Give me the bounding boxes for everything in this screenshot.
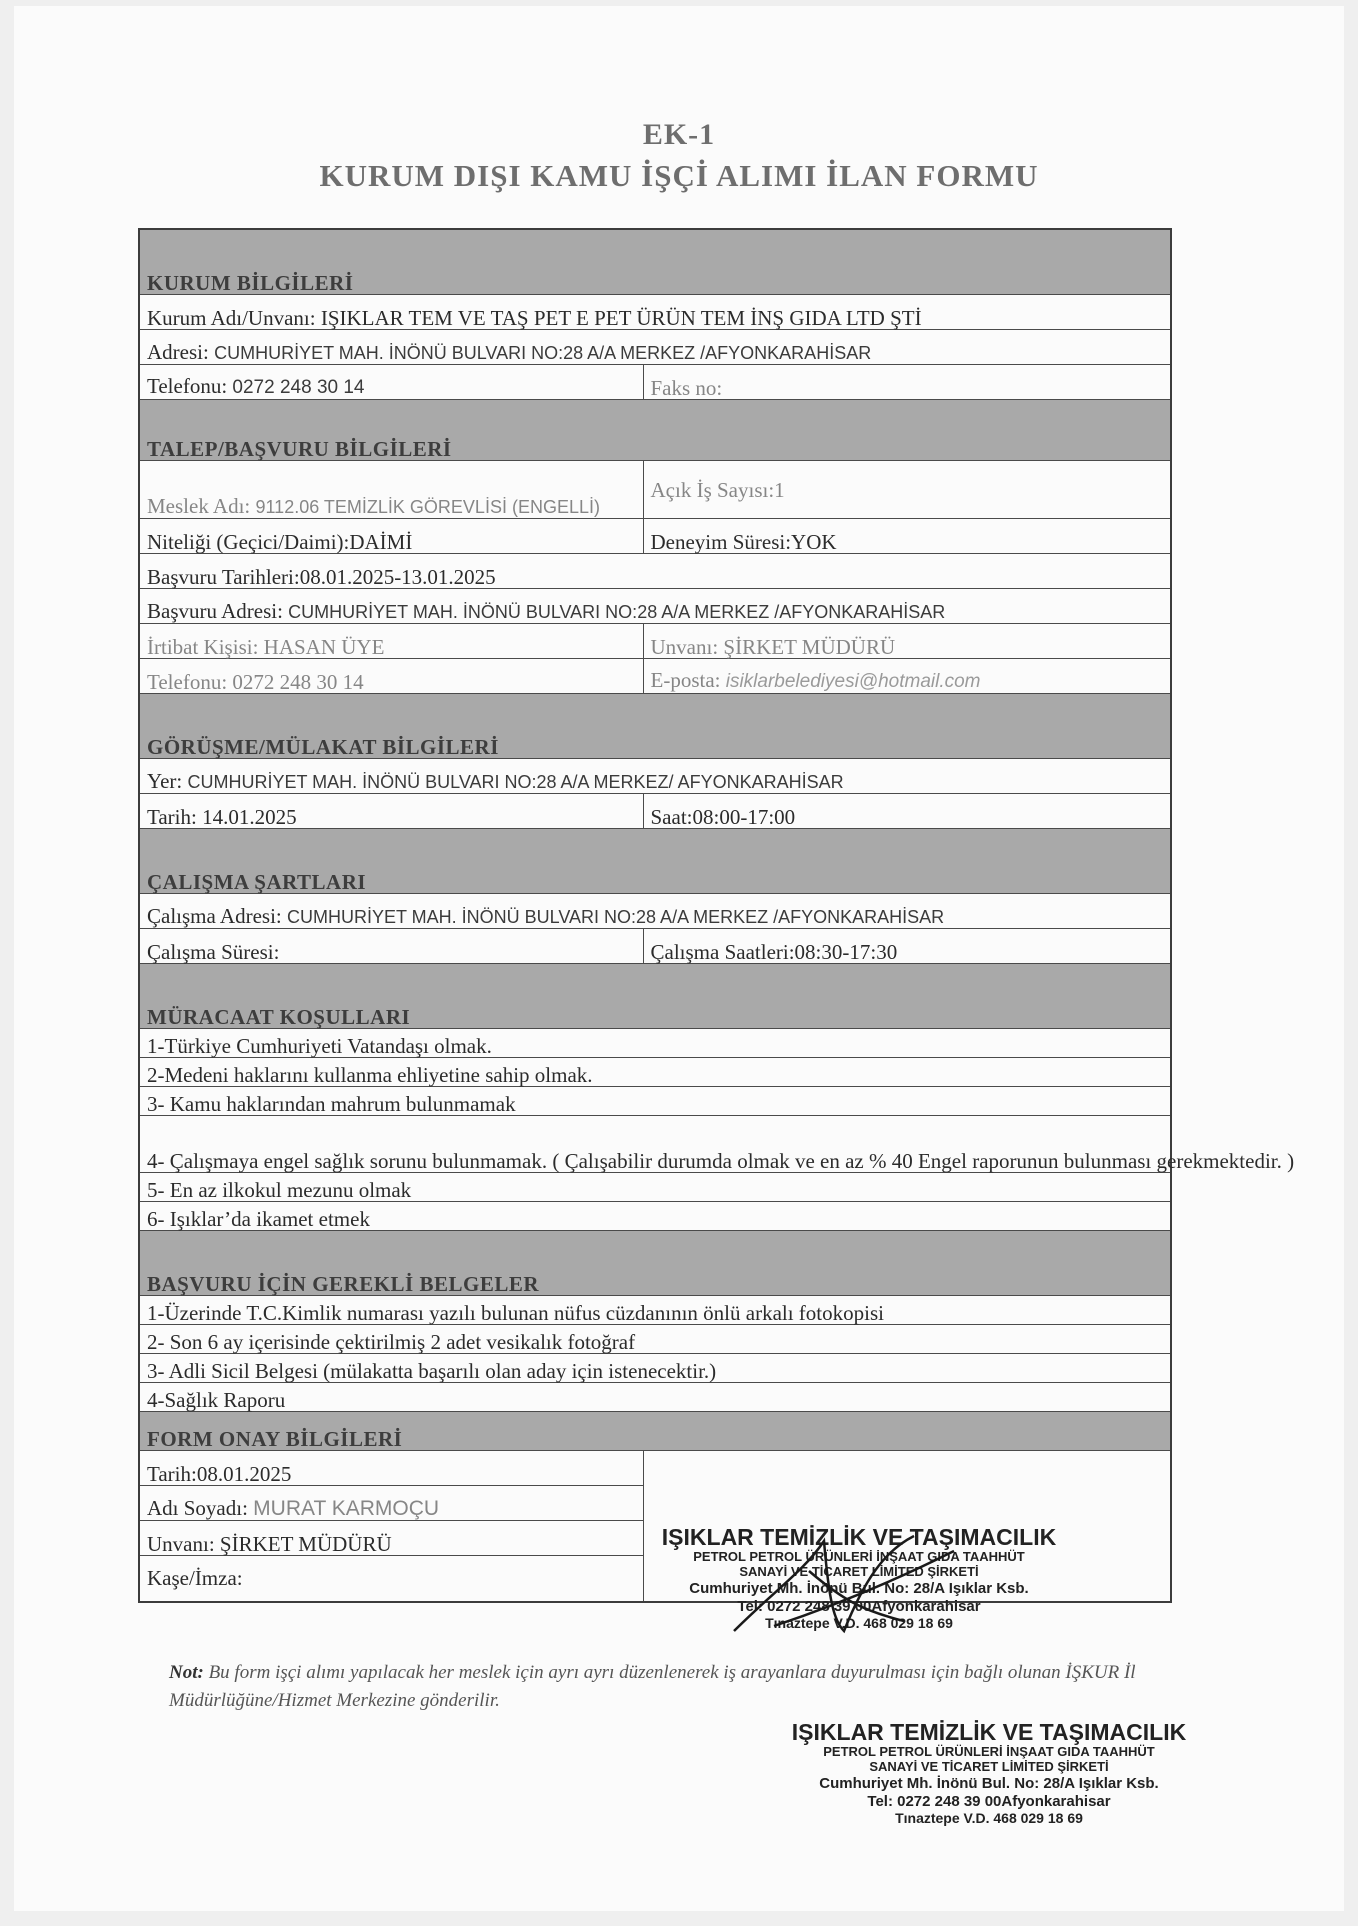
list-item: 4- Çalışmaya engel sağlık sorunu bulunmamak. ( Çalışabilir durumda olmak ve en az % 40 Engel raporunun bulunması gerekmektedir. ) [139, 1116, 1171, 1173]
section-gorusme: GÖRÜŞME/MÜLAKAT BİLGİLERİ [139, 694, 1171, 759]
gorusme-tarihi: Tarih: 14.01.2025 [139, 794, 643, 829]
gorusme-saati: Saat:08:00-17:00 [643, 794, 1171, 829]
calisma-saatleri: Çalışma Saatleri:08:30-17:30 [643, 929, 1171, 964]
kurum-adresi: Adresi: CUMHURİYET MAH. İNÖNÜ BULVARI NO:28 A/A MERKEZ /AFYONKARAHİSAR [139, 330, 1171, 365]
deneyim-suresi: Deneyim Süresi:YOK [643, 519, 1171, 554]
list-item: 2- Son 6 ay içerisinde çektirilmiş 2 adet vesikalık fotoğraf [139, 1325, 1171, 1354]
section-onay: FORM ONAY BİLGİLERİ [139, 1412, 1171, 1451]
irtibat-telefon: Telefonu: 0272 248 30 14 [139, 659, 643, 694]
list-item: 1-Türkiye Cumhuriyeti Vatandaşı olmak. [139, 1029, 1171, 1058]
list-item: 3- Kamu haklarından mahrum bulunmamak [139, 1087, 1171, 1116]
company-stamp: IŞIKLAR TEMİZLİK VE TAŞIMACILIK PETROL PETROL ÜRÜNLERİ İNŞAAT GIDA TAAHHÜT SANAYİ VE TİCARET LİMİTED ŞİRKETİ Cumhuriyet Mh. İnönü Bul. No: 28/A Işıklar Ksb. Tel: 0272 248 39 00Afyonkarahisar Tınaztepe V.D. 468 029 18 69 [661, 1524, 1057, 1631]
basvuru-adresi: Başvuru Adresi: CUMHURİYET MAH. İNÖNÜ BULVARI NO:28 A/A MERKEZ /AFYONKARAHİSAR [139, 589, 1171, 624]
list-item: 1-Üzerinde T.C.Kimlik numarası yazılı bulunan nüfus cüzdanının önlü arkalı fotokopisi [139, 1296, 1171, 1325]
irtibat-unvani: Unvanı: ŞİRKET MÜDÜRÜ [643, 624, 1171, 659]
acik-is-sayisi: Açık İş Sayısı:1 [643, 461, 1171, 519]
signature [714, 1511, 974, 1661]
form-title: KURUM DIŞI KAMU İŞÇİ ALIMI İLAN FORMU [319, 158, 1039, 193]
meslek-adi: Meslek Adı: 9112.06 TEMİZLİK GÖREVLİSİ (ENGELLİ) [139, 461, 643, 519]
onay-tarihi: Tarih:08.01.2025 [139, 1451, 643, 1486]
onay-adi-soyadi: Adı Soyadı: MURAT KARMOÇU [139, 1486, 643, 1521]
section-kurum: KURUM BİLGİLERİ [139, 229, 1171, 295]
form-code: EK-1 [642, 118, 716, 151]
list-item: 4-Sağlık Raporu [139, 1383, 1171, 1412]
irtibat-eposta: E-posta: isiklarbelediyesi@hotmail.com [643, 659, 1171, 694]
section-belgeler: BAŞVURU İÇİN GEREKLİ BELGELER [139, 1231, 1171, 1296]
document-page [14, 6, 1344, 1911]
section-muracaat: MÜRACAAT KOŞULLARI [139, 964, 1171, 1029]
announcement-form-table [138, 228, 1295, 1603]
gorusme-yeri: Yer: CUMHURİYET MAH. İNÖNÜ BULVARI NO:28 A/A MERKEZ/ AFYONKARAHİSAR [139, 759, 1171, 794]
list-item: 2-Medeni haklarını kullanma ehliyetine sahip olmak. [139, 1058, 1171, 1087]
calisma-adresi: Çalışma Adresi: CUMHURİYET MAH. İNÖNÜ BULVARI NO:28 A/A MERKEZ /AFYONKARAHİSAR [139, 894, 1171, 929]
kurum-adi: Kurum Adı/Unvanı: IŞIKLAR TEM VE TAŞ PET E PET ÜRÜN TEM İNŞ GIDA LTD ŞTİ [139, 295, 1171, 330]
footnote: Not: Bu form işçi alımı yapılacak her meslek için ayrı ayrı düzenlenerek iş arayanlara duyurulması için bağlı olunan İŞKUR İl Müdürlüğüne/Hizmet Merkezine gönderilir. [169, 1662, 1136, 1711]
irtibat-kisisi: İrtibat Kişisi: HASAN ÜYE [139, 624, 643, 659]
kase-imza: Kaşe/İmza: [139, 1556, 643, 1602]
section-talep: TALEP/BAŞVURU BİLGİLERİ [139, 400, 1171, 461]
basvuru-tarihleri: Başvuru Tarihleri:08.01.2025-13.01.2025 [139, 554, 1171, 589]
section-calisma: ÇALIŞMA ŞARTLARI [139, 829, 1171, 894]
list-item: 5- En az ilkokul mezunu olmak [139, 1173, 1171, 1202]
calisma-suresi: Çalışma Süresi: [139, 929, 643, 964]
list-item: 3- Adli Sicil Belgesi (mülakatta başarılı olan aday için istenecektir.) [139, 1354, 1171, 1383]
niteligi: Niteliği (Geçici/Daimi):DAİMİ [139, 519, 643, 554]
onay-unvani: Unvanı: ŞİRKET MÜDÜRÜ [139, 1521, 643, 1556]
kurum-telefon: Telefonu: 0272 248 30 14 [139, 365, 643, 400]
company-stamp-second: IŞIKLAR TEMİZLİK VE TAŞIMACILIK PETROL PETROL ÜRÜNLERİ İNŞAAT GIDA TAAHHÜT SANAYİ VE TİCARET LİMİTED ŞİRKETİ Cumhuriyet Mh. İnönü Bul. No: 28/A Işıklar Ksb. Tel: 0272 248 39 00Afyonkarahisar Tınaztepe V.D. 468 029 18 69 [791, 1719, 1187, 1826]
list-item: 6- Işıklar’da ikamet etmek [139, 1202, 1171, 1231]
kurum-faks: Faks no: [643, 365, 1171, 400]
